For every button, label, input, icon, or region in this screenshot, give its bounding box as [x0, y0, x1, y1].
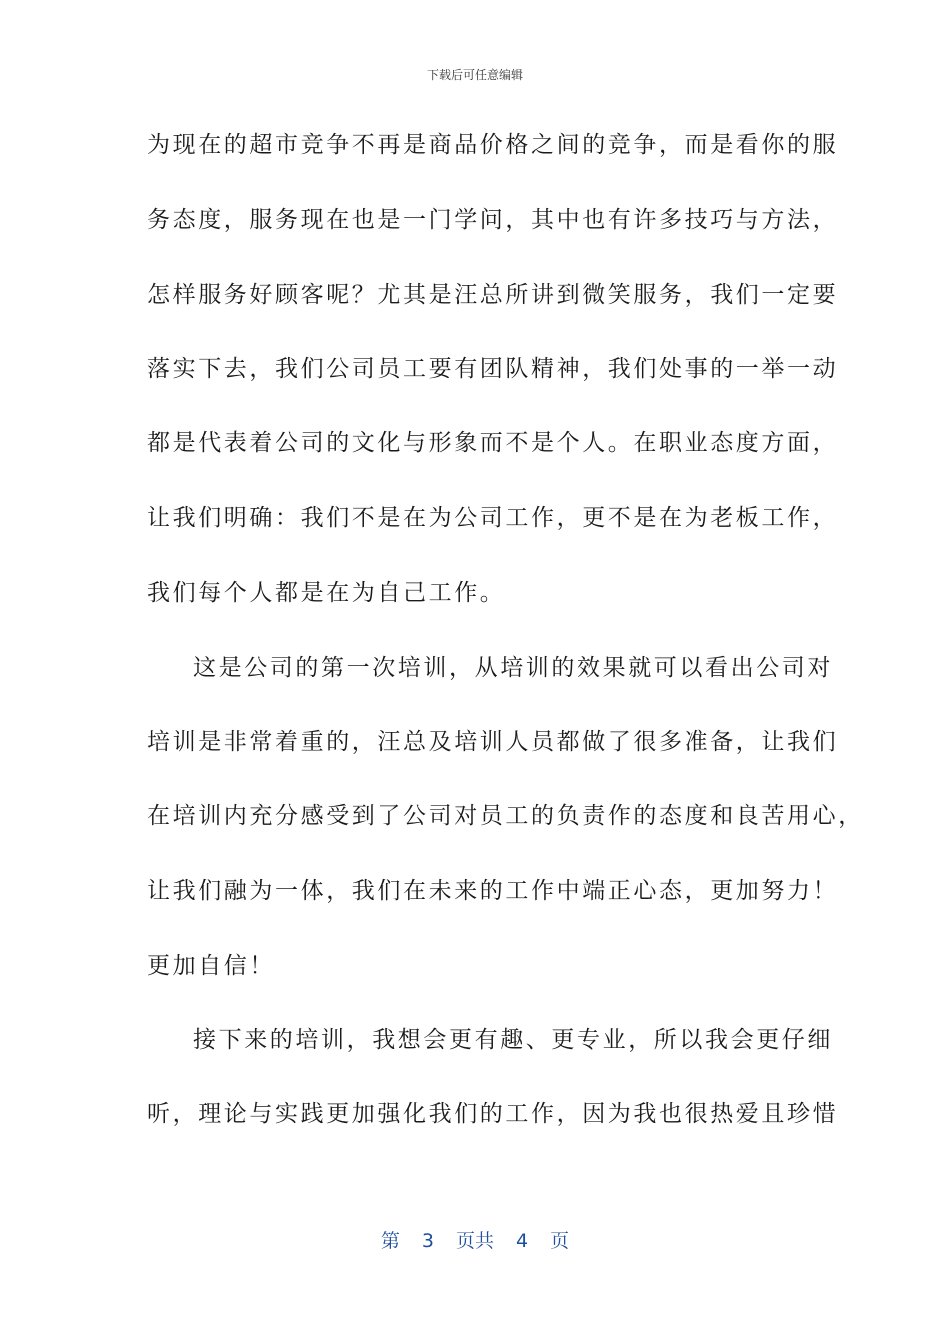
- paragraph-2-line-4: 让我们融为一体，我们在未来的工作中端正心态，更加努力！: [147, 878, 839, 904]
- paragraph-2-line-1: 这是公司的第一次培训，从培训的效果就可以看出公司对: [193, 655, 833, 681]
- paragraph-1-line-7: 我们每个人都是在为自己工作。: [147, 580, 506, 606]
- paragraph-3-line-2: 听，理论与实践更加强化我们的工作，因为我也很热爱且珍惜: [147, 1101, 839, 1127]
- footer-total-pages: 4: [516, 1230, 529, 1252]
- page-footer: [0, 1226, 950, 1253]
- paragraph-1-line-5: 都是代表着公司的文化与形象而不是个人。在职业态度方面，: [147, 430, 839, 456]
- paragraph-1-line-4: 落实下去，我们公司员工要有团队精神，我们处事的一举一动: [147, 356, 839, 382]
- paragraph-1-line-6: 让我们明确：我们不是在为公司工作，更不是在为老板工作，: [147, 505, 839, 531]
- paragraph-1-line-3: 怎样服务好顾客呢？尤其是汪总所讲到微笑服务，我们一定要: [147, 282, 839, 308]
- paragraph-2-line-2: 培训是非常着重的，汪总及培训人员都做了很多准备，让我们: [147, 729, 839, 755]
- footer-page-number: 3: [421, 1230, 434, 1252]
- paragraph-1-line-1: 为现在的超市竞争不再是商品价格之间的竞争，而是看你的服: [147, 132, 839, 158]
- footer-middle: 页共: [455, 1230, 494, 1252]
- footer-suffix: 页: [550, 1230, 570, 1252]
- page-header: 下载后可任意编辑: [426, 68, 523, 82]
- paragraph-2-line-5: 更加自信！: [147, 953, 275, 979]
- paragraph-3-line-1: 接下来的培训，我想会更有趣、更专业，所以我会更仔细: [193, 1027, 833, 1053]
- paragraph-2-line-3: 在培训内充分感受到了公司对员工的负责作的态度和良苦用心，: [147, 803, 864, 829]
- paragraph-1-line-2: 务态度，服务现在也是一门学问，其中也有许多技巧与方法，: [147, 207, 839, 233]
- footer-prefix: 第: [380, 1230, 400, 1252]
